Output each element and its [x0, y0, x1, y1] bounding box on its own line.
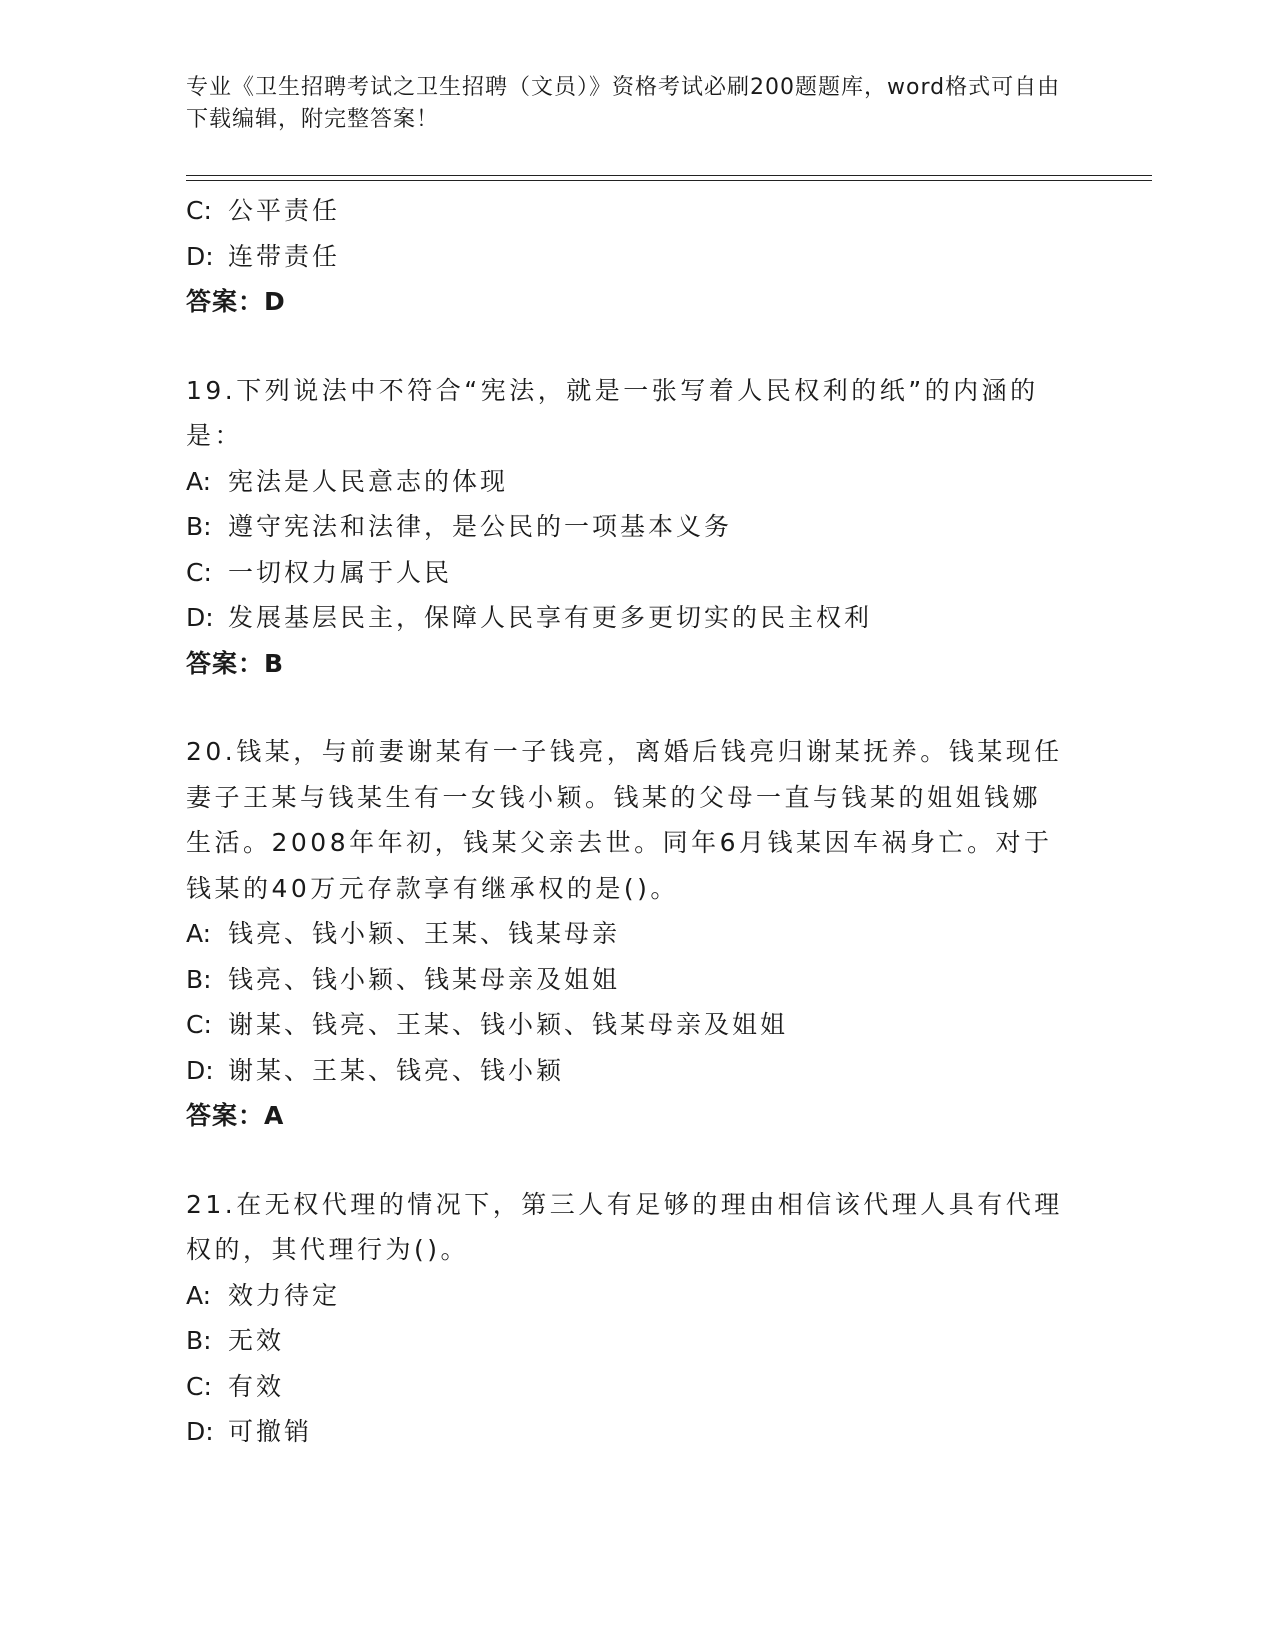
header-divider-bottom	[186, 180, 1152, 181]
option-a: A: 钱亮、钱小颖、王某、钱某母亲	[186, 919, 621, 948]
question-stem: 19.下列说法中不符合“宪法，就是一张写着人民权利的纸”的内涵的是：	[186, 375, 1039, 450]
option-b: B: 遵守宪法和法律，是公民的一项基本义务	[186, 512, 733, 541]
question-21	[186, 1182, 1086, 1455]
option-b: B: 无效	[186, 1326, 285, 1355]
question-list	[186, 188, 1086, 1455]
option-c: C: 公平责任	[186, 196, 341, 225]
option-d: D: 发展基层民主，保障人民享有更多更切实的民主权利	[186, 603, 873, 632]
question-stem: 21.在无权代理的情况下，第三人有足够的理由相信该代理人具有代理权的，其代理行为()。	[186, 1189, 1063, 1264]
option-d: D: 可撤销	[186, 1417, 313, 1446]
option-c: C: 谢某、钱亮、王某、钱小颖、钱某母亲及姐姐	[186, 1010, 789, 1039]
option-d: D: 连带责任	[186, 241, 341, 271]
option-a: A: 效力待定	[186, 1280, 341, 1310]
answer: 答案：D	[186, 287, 286, 316]
question-19	[186, 368, 1086, 687]
option-c: C: 有效	[186, 1371, 285, 1401]
question-20	[186, 729, 1086, 1139]
document-header: 专业《卫生招聘考试之卫生招聘（文员）》资格考试必刷200题题库，word格式可自由下载编辑，附完整答案！	[186, 75, 1061, 132]
answer: 答案：A	[186, 1101, 285, 1130]
option-b: B: 钱亮、钱小颖、钱某母亲及姐姐	[186, 964, 621, 994]
option-d: D: 谢某、王某、钱亮、钱小颖	[186, 1055, 565, 1085]
question-stem: 20.钱某，与前妻谢某有一子钱亮，离婚后钱亮归谢某抚养。钱某现任妻子王某与钱某生有一女钱小颖。钱某的父母一直与钱某的姐姐钱娜生活。2008年年初，钱某父亲去世。同年6月钱某因车祸身亡。对于钱某的40万元存款享有继承权的是()。	[186, 737, 1063, 903]
option-c: C: 一切权力属于人民	[186, 557, 453, 587]
header-divider-top	[186, 175, 1152, 176]
answer: 答案：B	[186, 648, 285, 678]
prev-question	[186, 188, 1086, 325]
option-a: A: 宪法是人民意志的体现	[186, 466, 509, 496]
